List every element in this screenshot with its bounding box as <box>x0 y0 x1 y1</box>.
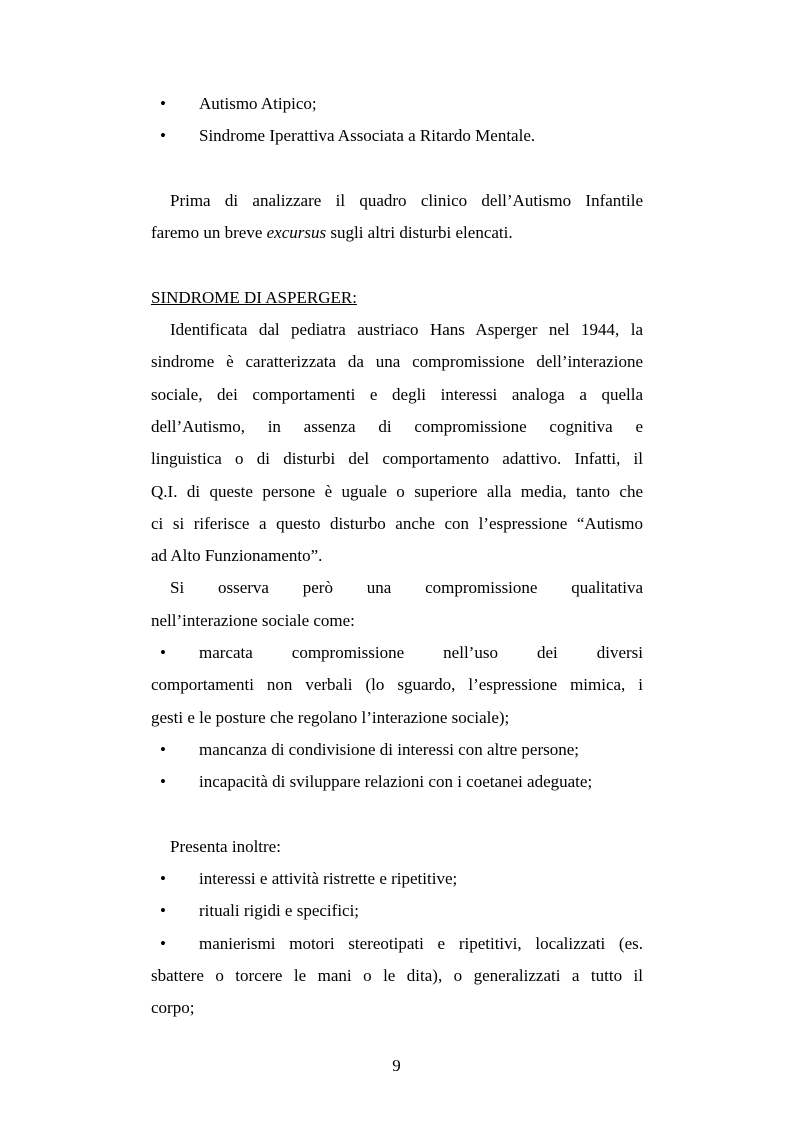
list-item: • rituali rigidi e specifici; <box>151 895 643 927</box>
list-item: • manierismi motori stereotipati e ripetitivi, localizzati (es. <box>151 928 643 960</box>
paragraph-line: Q.I. di queste persone è uguale o superiore alla media, tanto che <box>151 481 643 501</box>
list-item: • interessi e attività ristrette e ripetitive; <box>151 863 643 895</box>
list-item: • Sindrome Iperattiva Associata a Ritardo Mentale. <box>151 120 643 152</box>
paragraph-line: Si osserva però una compromissione qualitativa <box>170 578 643 598</box>
page-number: 9 <box>392 1056 401 1075</box>
intro-line: Prima di analizzare il quadro clinico dell’Autismo Infantile <box>170 190 643 210</box>
bullet-icon: • <box>160 126 166 146</box>
paragraph-line: nell’interazione sociale come: <box>151 610 355 630</box>
intro-line: faremo un breve excursus sugli altri disturbi elencati. <box>151 223 513 243</box>
paragraph-line: sindrome è caratterizzata da una compromissione dell’interazione <box>151 352 643 372</box>
bullet-icon: • <box>160 643 166 663</box>
paragraph-line: ci si riferisce a questo disturbo anche con l’espressione “Autismo <box>151 513 643 533</box>
paragraph-line: dell’Autismo, in assenza di compromissione cognitiva e <box>151 416 643 436</box>
list-item: • mancanza di condivisione di interessi con altre persone; <box>151 734 643 766</box>
paragraph-line: sociale, dei comportamenti e degli interessi analoga a quella <box>151 384 643 404</box>
document-body <box>151 88 643 1025</box>
list-item-continuation: comportamenti non verbali (lo sguardo, l’espressione mimica, i <box>151 675 643 695</box>
bullet-icon: • <box>160 901 166 921</box>
bullet-icon: • <box>160 94 166 113</box>
bullet-icon: • <box>160 869 166 889</box>
paragraph-line: Identificata dal pediatra austriaco Hans Asperger nel 1944, la <box>170 320 643 340</box>
emphasis-text: excursus <box>266 223 327 243</box>
bullet-icon: • <box>160 739 166 759</box>
list-item: • marcata compromissione nell’uso dei diversi <box>151 637 643 669</box>
paragraph-line: linguistica o di disturbi del comportamento adattivo. Infatti, il <box>151 449 643 469</box>
list-item: • incapacità di sviluppare relazioni con i coetanei adeguate; <box>151 766 643 798</box>
bullet-icon: • <box>160 772 166 792</box>
list-item-continuation: corpo; <box>151 998 195 1018</box>
list-item-continuation: sbattere o torcere le mani o le dita), o generalizzati a tutto il <box>151 966 643 986</box>
list-item-continuation: gesti e le posture che regolano l’interazione sociale); <box>151 707 510 727</box>
list-item: • Autismo Atipico; <box>151 88 643 120</box>
section-heading: SINDROME DI ASPERGER: <box>151 287 357 307</box>
paragraph-line: ad Alto Funzionamento”. <box>151 546 323 566</box>
bullet-icon: • <box>160 933 166 953</box>
paragraph-line: Presenta inoltre: <box>170 836 281 856</box>
